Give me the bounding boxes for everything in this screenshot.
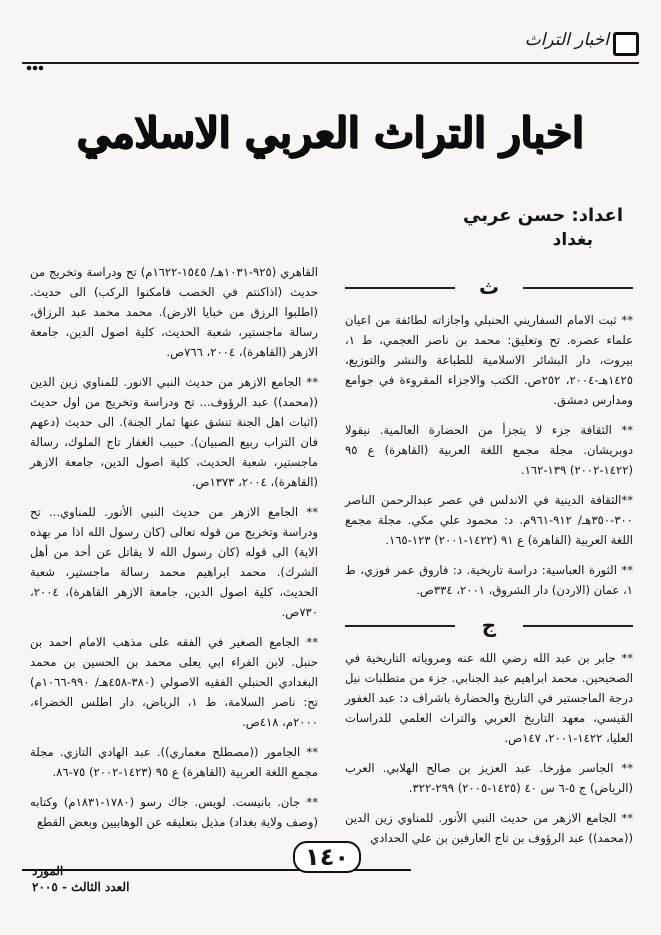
bibliography-entry: ** ثبت الامام السفاريني الحنبلي واجازاته لطائفة من اعيان علماء عصره. تح وتعليق: محمد بن ناصر العجمي، ط ١، بيروت، دار البشائر الاسلامية للطباعة والنشر والتوزيع، ١٤٢٥هـ-٢٠٠٤، ٢٥٢ص. الكتب والاجزاء المقروءة في جوامع ومدارس دمشق. xyxy=(345,313,633,407)
bibliography-entry: ** جابر بن عبد الله رضي الله عنه ومروياته التاريخية في الصحيحين. محمد ابراهيم عبد الجنابي. جزء من متطلبات نيل درجة الماجستير في التاريخ والحضارة باشراف د: عبد الغفور القيسي، معهد التاريخ العربي والتراث العلمي للدراسات العليا، ١٤٢٢-٢٠٠١، ١٤٧ص. xyxy=(345,651,633,745)
page-title: اخبار التراث العربي الاسلامي xyxy=(77,108,584,157)
dots-ornament-icon xyxy=(26,65,44,71)
city: بغداد xyxy=(552,230,593,250)
bibliography-entry: ** الثقافة جزء لا يتجزأ من الحضارة العالمية. نيقولا دوبريشان. مجلة مجمع اللغة العربية (القاهرة) ع ٩٥ (١٤٢٢-٢٠٠٢) ١٣٩-١٦٢. xyxy=(345,423,633,477)
journal-info xyxy=(32,863,129,895)
author: اعداد: حسن عربي xyxy=(463,205,623,226)
running-header xyxy=(22,28,639,64)
bibliography-entry: القاهري (٩٢٥-١٠٣١هـ/ ١٥٤٥-١٦٢٢م) تح ودراسة وتخريج من حديث (اذاكنتم في الخصب فامكنوا الركب) الى حديث. (اطلبوا الرزق من خبايا الارض). محمد محمد عبد الرزاق، رسالة ماجستير، شعبة الحديث، كلية اصول الدين، جامعة الازهر (القاهرة)، ٢٠٠٤، ٧٦٦ص. xyxy=(30,265,318,359)
bibliography-entry: ** الثورة العباسية: دراسة تاريخية. د: فاروق عمر فوزي، ط ١، عمان (الاردن) دار الشروق، ٢٠٠١، ٣٣٤ص. xyxy=(345,563,633,597)
byline xyxy=(463,205,623,250)
bibliography-entry: ** الجامع الصغير في الفقه على مذهب الامام احمد بن حنبل. لابن الفراء ابي يعلى محمد بن الحسين بن محمد البغدادي الحنبلي الفقيه الاصولي (٣٨٠-٤٥٨هـ/ ٩٩٠-١٠٦٦م) تح: ناصر السلامة، ط ١، الرياض، دار اطلس الخضراء، ٢٠٠٠م، ٤١٨ص. xyxy=(30,635,318,729)
page-number: ١٤٠ xyxy=(293,841,361,873)
bibliography-entry: ** الجامع الازهر من حديث النبي الأنور. للمناوي زين الدين ((محمد)) عبد الرؤوف بن تاج العارفين بن علي الحدادي xyxy=(345,811,633,845)
bibliography-entry: **الثقافة الدينية في الاندلس في عصر عبدالرحمن الناصر ٣٠٠-٣٥٠هـ/ ٩١٢-٩٦١م. د: محمود علي مكي. مجلة مجمع اللغة العربية (القاهرة) ع ٩١ (١٤٢٢-٢٠٠١) ١٢٣-١٦٥. xyxy=(345,493,633,547)
bibliography-entry: ** جان. بانيست. لويس. جاك رسو (١٧٨٠-١٨٣١م) وكتابه (وصف ولاية بغداد) مذيل بتعليقه عن الوهابيين وبعض القطع xyxy=(30,795,318,829)
left-column xyxy=(30,262,318,842)
journal-issue: العدد الثالث - ٢٠٠٥ xyxy=(32,880,130,894)
section-letter-tha: ث xyxy=(345,272,633,302)
right-column xyxy=(345,270,633,858)
section-letter-jim: ج xyxy=(345,610,633,640)
square-ornament-icon xyxy=(613,32,639,56)
bibliography-entry: ** الجامع الازهر من حديث النبي الانور. للمناوي زين الدين ((محمد)) عبد الرؤوف... تح ودراسة وتخريج من اول حديث (اثبات اهل الجنة تنشق عنها ثمار الجنة). الى حديث (دعهم فان التراب ربيع الصبيان). حبيب الغفار تاج الملوك، رسالة ماجستير، شعبة الحديث، كلية اصول الدين، جامعة الازهر (القاهرة)، ٢٠٠٤، ١٣٧٣ص. xyxy=(30,375,318,489)
bibliography-entry: ** الجامور ((مصطلح معماري)). عبد الهادي التازي. مجلة مجمع اللغة العربية (القاهرة) ع ٩٥ (١٤٢٣-٢٠٠٢) ٧٥-٨٦. xyxy=(30,745,318,779)
running-title: اخبار التراث xyxy=(524,30,609,50)
bibliography-entry: ** الجامع الازهر من حديث النبي الأنور. للمناوي... تح ودراسة وتخريج من قوله تعالى (كان رسول الله اذا مر بهذه الاية) الى قوله (كان رسول الله لا يقاتل عن أحد من أهل الشرك). محمد ابراهيم محمد رسالة ماجستير، شعبة الحديث، كلية اصول الدين، جامعة الازهر القاهرة)، ٢٠٠٤، ٧٣٠ص. xyxy=(30,505,318,619)
journal-name: المورد xyxy=(32,864,64,878)
bibliography-entry: ** الجاسر مؤرخا. عبد العزيز بن صالح الهلابي. العرب (الرياض) ج ٥-٦ س ٤٠ (١٤٢٥-٢٠٠٥) ٢٩٩-٣٢٢. xyxy=(345,761,633,795)
